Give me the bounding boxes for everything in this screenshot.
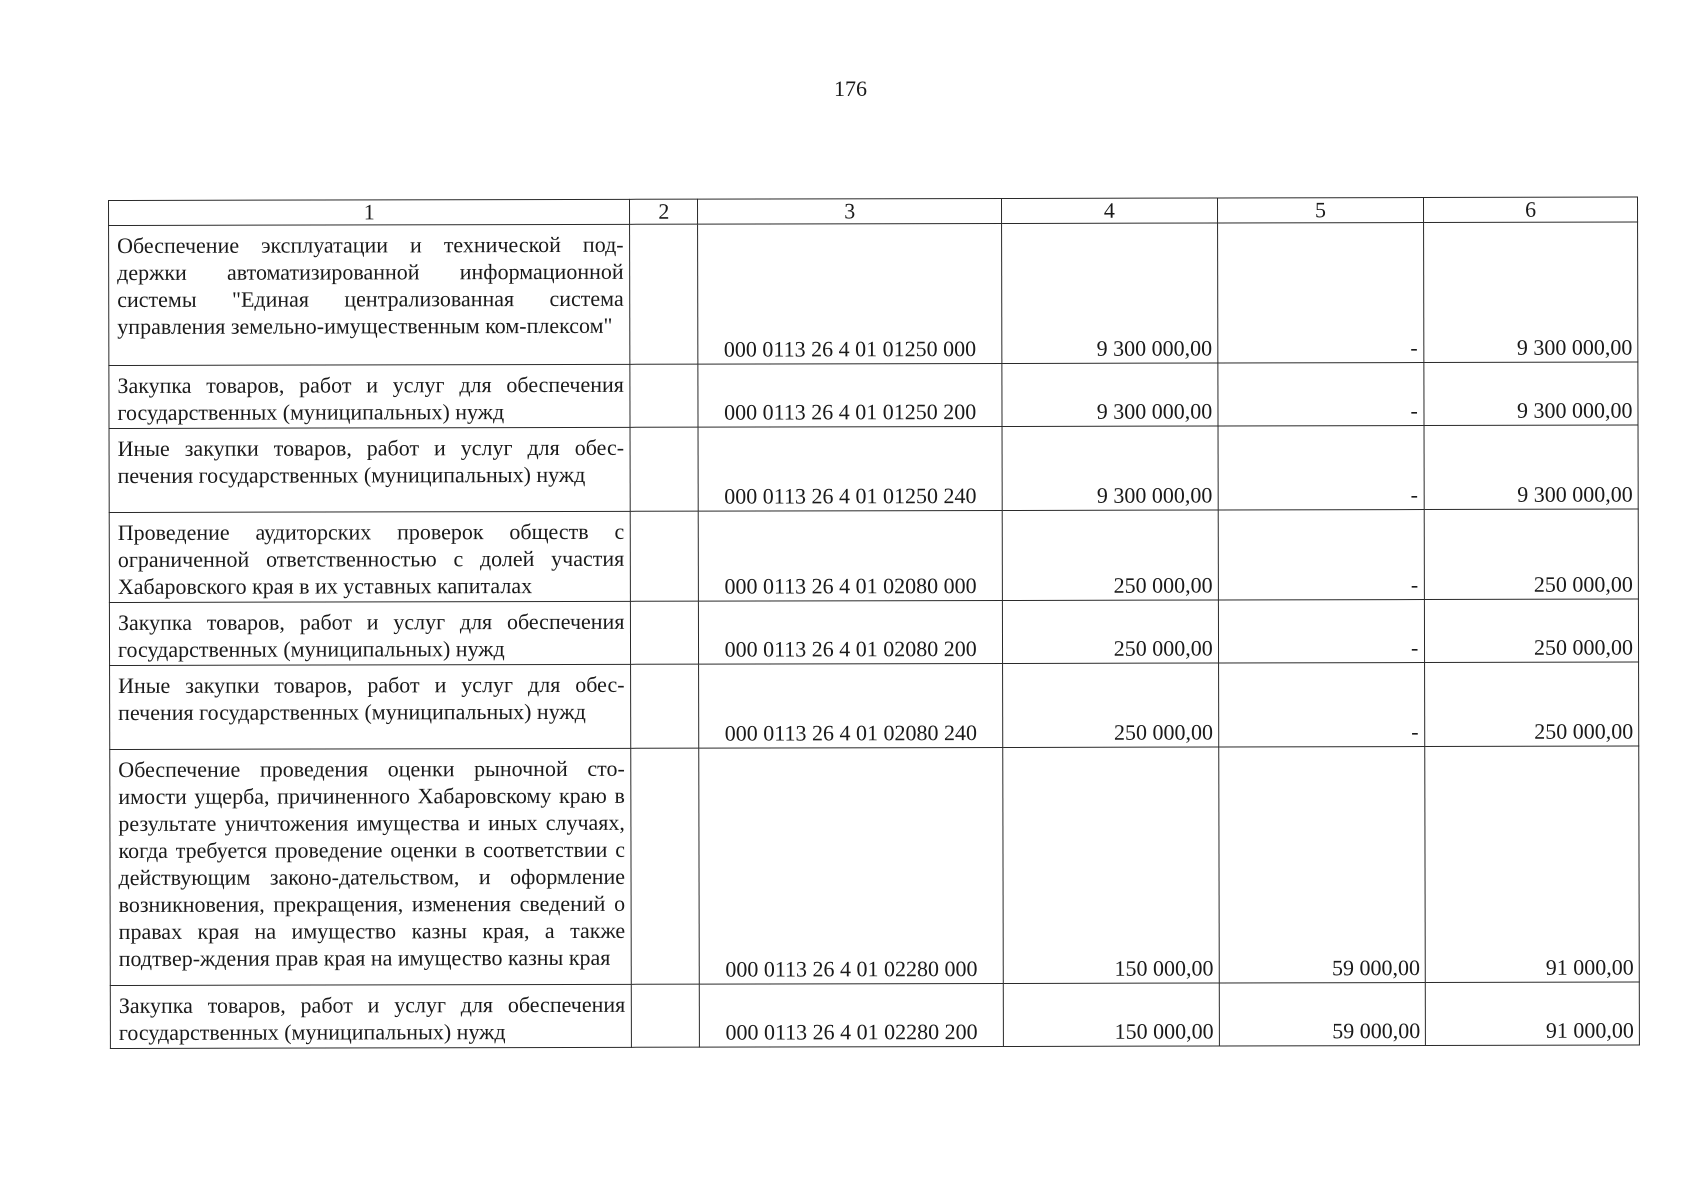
row-name: Проведение аудиторских проверок обществ с ограниченной ответственностью с долей участия Хабаровского края в их уставных капиталах bbox=[109, 511, 631, 602]
row-col5: - bbox=[1217, 223, 1424, 363]
row-col4: 150 000,00 bbox=[1003, 747, 1219, 983]
row-col4: 9 300 000,00 bbox=[1002, 426, 1218, 510]
row-col4: 150 000,00 bbox=[1003, 983, 1219, 1046]
budget-table bbox=[108, 197, 1640, 1049]
row-col5: - bbox=[1218, 510, 1425, 600]
row-col2 bbox=[631, 664, 699, 748]
column-header: 5 bbox=[1217, 198, 1424, 223]
row-col4: 250 000,00 bbox=[1002, 510, 1218, 600]
row-col5: - bbox=[1218, 663, 1425, 747]
row-col4: 9 300 000,00 bbox=[1002, 223, 1218, 363]
row-col5: - bbox=[1218, 600, 1425, 663]
column-header: 2 bbox=[630, 199, 698, 224]
row-col5: - bbox=[1218, 426, 1425, 510]
table-row bbox=[109, 599, 1638, 665]
table-row bbox=[110, 982, 1639, 1048]
row-col4: 9 300 000,00 bbox=[1002, 363, 1218, 426]
row-name: Закупка товаров, работ и услуг для обеспечения государственных (муниципальных) нужд bbox=[109, 601, 631, 665]
row-col2 bbox=[630, 364, 698, 427]
row-code: 000 0113 26 4 01 02080 240 bbox=[699, 663, 1003, 748]
row-col6: 250 000,00 bbox=[1425, 662, 1639, 746]
row-col2 bbox=[632, 984, 700, 1047]
row-col2 bbox=[631, 748, 699, 984]
page-number: 176 bbox=[834, 76, 867, 101]
row-name: Обеспечение эксплуатации и технической под-держки автоматизированной информационной системы "Единая централизованная система управления земельно-имущественным ком-плексом" bbox=[109, 224, 631, 365]
row-col2 bbox=[631, 601, 699, 664]
row-code: 000 0113 26 4 01 01250 240 bbox=[698, 426, 1002, 511]
row-col4: 250 000,00 bbox=[1002, 600, 1218, 663]
row-col6: 9 300 000,00 bbox=[1424, 222, 1638, 362]
row-col2 bbox=[630, 224, 698, 364]
column-header: 3 bbox=[698, 198, 1002, 224]
row-col2 bbox=[630, 427, 698, 511]
row-code: 000 0113 26 4 01 02280 000 bbox=[699, 747, 1003, 984]
row-code: 000 0113 26 4 01 02280 200 bbox=[700, 983, 1004, 1047]
column-header: 1 bbox=[109, 199, 631, 225]
row-col6: 9 300 000,00 bbox=[1424, 362, 1638, 425]
row-col6: 91 000,00 bbox=[1426, 982, 1640, 1045]
row-col6: 250 000,00 bbox=[1425, 509, 1639, 599]
row-col6: 9 300 000,00 bbox=[1424, 425, 1638, 509]
row-col5: - bbox=[1218, 363, 1425, 426]
row-name: Закупка товаров, работ и услуг для обеспечения государственных (муниципальных) нужд bbox=[109, 364, 631, 428]
row-col4: 250 000,00 bbox=[1003, 663, 1219, 747]
row-code: 000 0113 26 4 01 01250 200 bbox=[698, 363, 1002, 427]
column-header-row bbox=[109, 197, 1638, 225]
row-name: Иные закупки товаров, работ и услуг для обес-печения государственных (муниципальных) нужд bbox=[109, 427, 631, 512]
table-row bbox=[109, 362, 1638, 428]
row-name: Иные закупки товаров, работ и услуг для обес-печения государственных (муниципальных) нужд bbox=[110, 664, 632, 749]
row-col5: 59 000,00 bbox=[1218, 747, 1425, 983]
row-name: Обеспечение проведения оценки рыночной сто-имости ущерба, причиненного Хабаровскому краю в результате уничтожения имущества и иных случаях, когда требуется проведение оценки в соответствии с действующим законо-дательством, и оформление возникновения, прекращения, изменения сведений о правах края на имущество казны края, а также подтвер-ждения прав края на имущество казны края bbox=[110, 748, 632, 985]
table-row bbox=[109, 509, 1638, 602]
row-code: 000 0113 26 4 01 02080 000 bbox=[699, 510, 1003, 601]
row-col2 bbox=[631, 511, 699, 601]
table-row bbox=[110, 662, 1639, 749]
row-code: 000 0113 26 4 01 01250 000 bbox=[698, 223, 1002, 364]
table-row bbox=[110, 746, 1640, 985]
row-col6: 250 000,00 bbox=[1425, 599, 1639, 662]
column-header: 4 bbox=[1002, 198, 1218, 223]
table-row bbox=[109, 425, 1638, 512]
row-code: 000 0113 26 4 01 02080 200 bbox=[699, 600, 1003, 664]
table-row bbox=[109, 222, 1638, 365]
row-col6: 91 000,00 bbox=[1425, 746, 1639, 982]
row-col5: 59 000,00 bbox=[1219, 983, 1426, 1046]
row-name: Закупка товаров, работ и услуг для обеспечения государственных (муниципальных) нужд bbox=[110, 984, 632, 1048]
column-header: 6 bbox=[1424, 197, 1638, 222]
